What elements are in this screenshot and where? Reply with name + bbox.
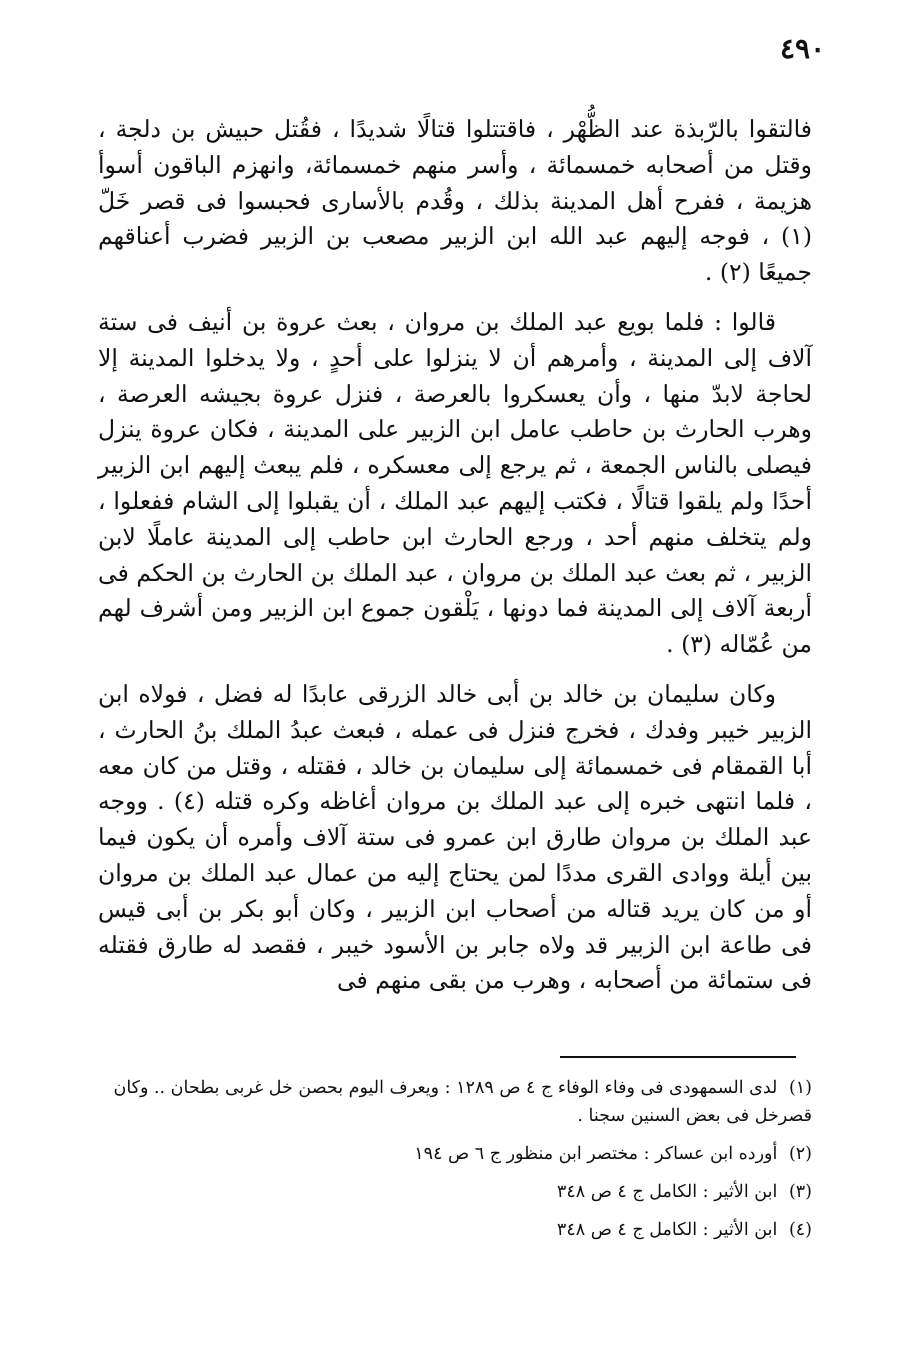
footnote-number: (٢) — [788, 1144, 812, 1164]
page-number: ٤٩٠ — [780, 32, 826, 65]
footnote-number: (١) — [788, 1078, 812, 1098]
footnote — [98, 1140, 812, 1168]
paragraph: فالتقوا بالرّبذة عند الظُّهْر ، فاقتتلوا قتالًا شديدًا ، فقُتل حبيش بن دلجة ، وقتل من أصحابه خمسمائة ، وأسر منهم خمسمائة، وانهزم الباقون أسوأ هزيمة ، ففرح أهل المدينة بذلك ، وقُدم بالأسارى فحبسوا فى قصر خَلّ (١) ، فوجه إليهم عبد الله ابن الزبير مصعب بن الزبير فضرب أعناقهم جميعًا (٢) . — [98, 115, 812, 287]
footnote-text: أورده ابن عساكر : مختصر ابن منظور ج ٦ ص ١٩٤ — [414, 1144, 778, 1164]
paragraph: قالوا : فلما بويع عبد الملك بن مروان ، بعث عروة بن أنيف فى ستة آلاف إلى المدينة ، وأمرهم أن لا ينزلوا على أحدٍ ، ولا يدخلوا المدينة إلا لحاجة لابدّ منها ، وأن يعسكروا بالعرصة ، فنزل عروة بجيشه العرصة ، وهرب الحارث بن حاطب عامل ابن الزبير على المدينة ، فكان عروة ينزل فيصلى بالناس الجمعة ، ثم يرجع إلى معسكره ، فلم يبعث إليهم ابن الزبير أحدًا ولم يلقوا قتالًا ، فكتب إليهم عبد الملك ، أن يقبلوا إلى الشام ففعلوا ، ولم يتخلف منهم أحد ، ورجع الحارث ابن حاطب إلى المدينة عاملًا لابن الزبير ، ثم بعث عبد الملك بن مروان ، عبد الملك بن الحارث بن الحكم فى أربعة آلاف إلى المدينة فما دونها ، يَلْقون جموع ابن الزبير ومن أشرف لهم من عُمّاله (٣) . — [98, 307, 812, 659]
footnote-text: ابن الأثير : الكامل ج ٤ ص ٣٤٨ — [556, 1182, 778, 1202]
footnote — [98, 1074, 812, 1130]
footnote-text: لدى السمهودى فى وفاء الوفاء ج ٤ ص ١٢٨٩ : ويعرف اليوم بحصن خل غربى بطحان .. وكان قصرخل فى بعض السنين سجنا . — [113, 1078, 812, 1126]
footnote-text: ابن الأثير : الكامل ج ٤ ص ٣٤٨ — [556, 1220, 778, 1240]
footnote-number: (٣) — [788, 1182, 812, 1202]
main-text — [98, 112, 812, 999]
footnote-separator — [560, 1056, 796, 1058]
footnotes — [98, 1074, 812, 1244]
footnote — [98, 1178, 812, 1206]
footnote-number: (٤) — [788, 1220, 812, 1240]
paragraph: وكان سليمان بن خالد بن أبى خالد الزرقى عابدًا له فضل ، فولاه ابن الزبير خيبر وفدك ، فخرج فنزل فى عمله ، فبعث عبدُ الملك بنُ الحارث ، أبا القمقام فى خمسمائة إلى سليمان بن خالد ، فقتله ، وقتل من كان معه ، فلما انتهى خبره إلى عبد الملك بن مروان أغاظه وكره قتله (٤) . ووجه عبد الملك بن مروان طارق ابن عمرو فى ستة آلاف وأمره أن يكون فيما بين أيلة ووادى القرى مددًا لمن يحتاج إليه من عمال عبد الملك بن مروان أو من كان يريد قتاله من أصحاب ابن الزبير ، وكان أبو بكر بن أبى قيس فى طاعة ابن الزبير قد ولاه جابر بن الأسود خيبر ، فقصد له طارق فقتله فى ستمائة من أصحابه ، وهرب من بقى منهم فى — [98, 679, 812, 995]
footnote — [98, 1216, 812, 1244]
